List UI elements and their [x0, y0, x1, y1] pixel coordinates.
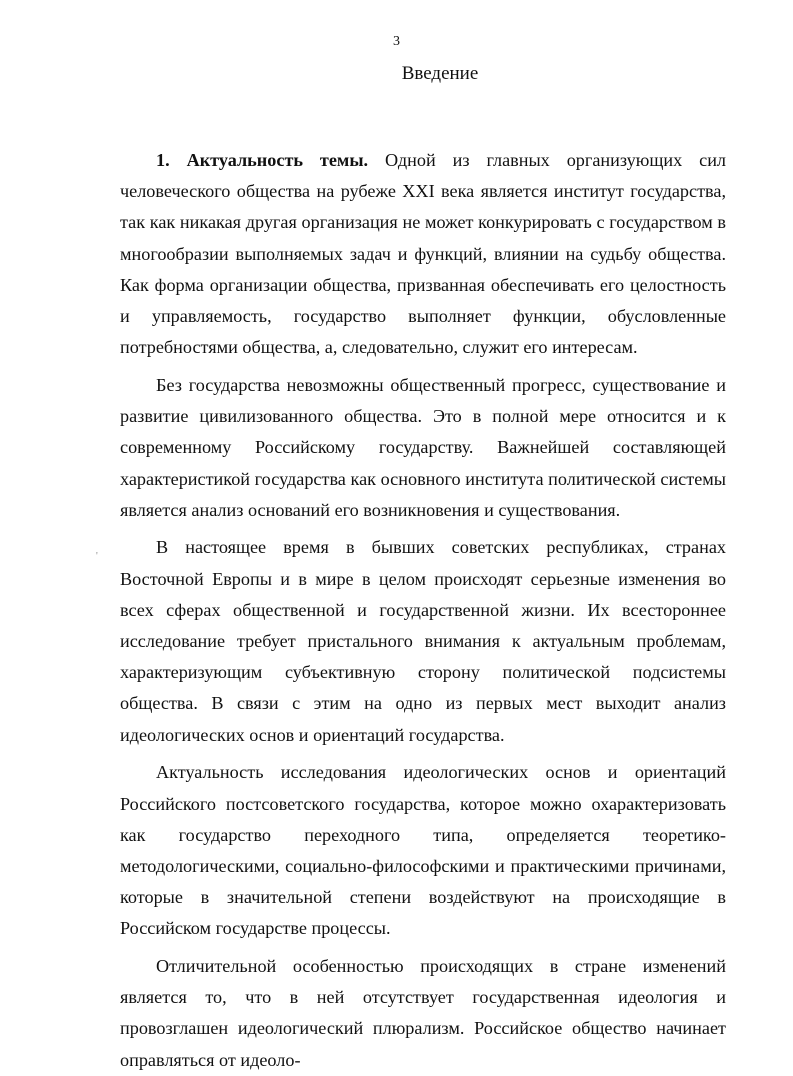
- paragraph-lead: 1. Актуальность темы.: [156, 150, 369, 170]
- scan-mark: ': [96, 551, 98, 562]
- paragraph-4: Актуальность исследования идеологических основ и ориентаций Российского постсоветского государства, которое можно охарактеризовать как государство переходного типа, определяется теоретико-методологическими, социально-философскими и практическими причинами, которые в значительной степени воздействуют на происходящие в Российском государстве процессы.: [120, 762, 726, 939]
- paragraph-3: В настоящее время в бывших советских республиках, странах Восточной Европы и в мире в целом происходят серьезные изменения во всех сферах общественной и государственной жизни. Их всестороннее исследование требует пристального внимания к актуальным проблемам, характеризующим субъективную сторону политической подсистемы общества. В связи с этим на одно из первых мест выходит анализ идеологических основ и ориентаций государства.: [120, 537, 726, 745]
- paragraph-1: [120, 145, 726, 363]
- paragraph-5: Отличительной особенностью происходящих в стране изменений является то, что в ней отсутствует государственная идеология и провозглашен идеологический плюрализм. Российское общество начинает оправляться от идеоло-: [120, 956, 726, 1070]
- page-number: 3: [393, 34, 400, 49]
- paragraph-text: Одной из главных организующих сил человеческого общества на рубеже XXI века является институт государства, так как никакая другая организация не может конкурировать с государством в многообразии выполняемых задач и функций, влиянии на судьбу общества. Как форма организации общества, призванная обеспечивать его целостность и управляемость, государство выполняет функции, обусловленные потребностями общества, а, следовательно, служит его интересам.: [120, 150, 726, 358]
- page-heading: Введение: [401, 63, 479, 84]
- body-text: [120, 145, 726, 1076]
- paragraph-2: Без государства невозможны общественный прогресс, существование и развитие цивилизованного общества. Это в полной мере относится и к современному Российскому государству. Важнейшей составляющей характеристикой государства как основного института политической системы является анализ оснований его возникновения и существования.: [120, 374, 726, 520]
